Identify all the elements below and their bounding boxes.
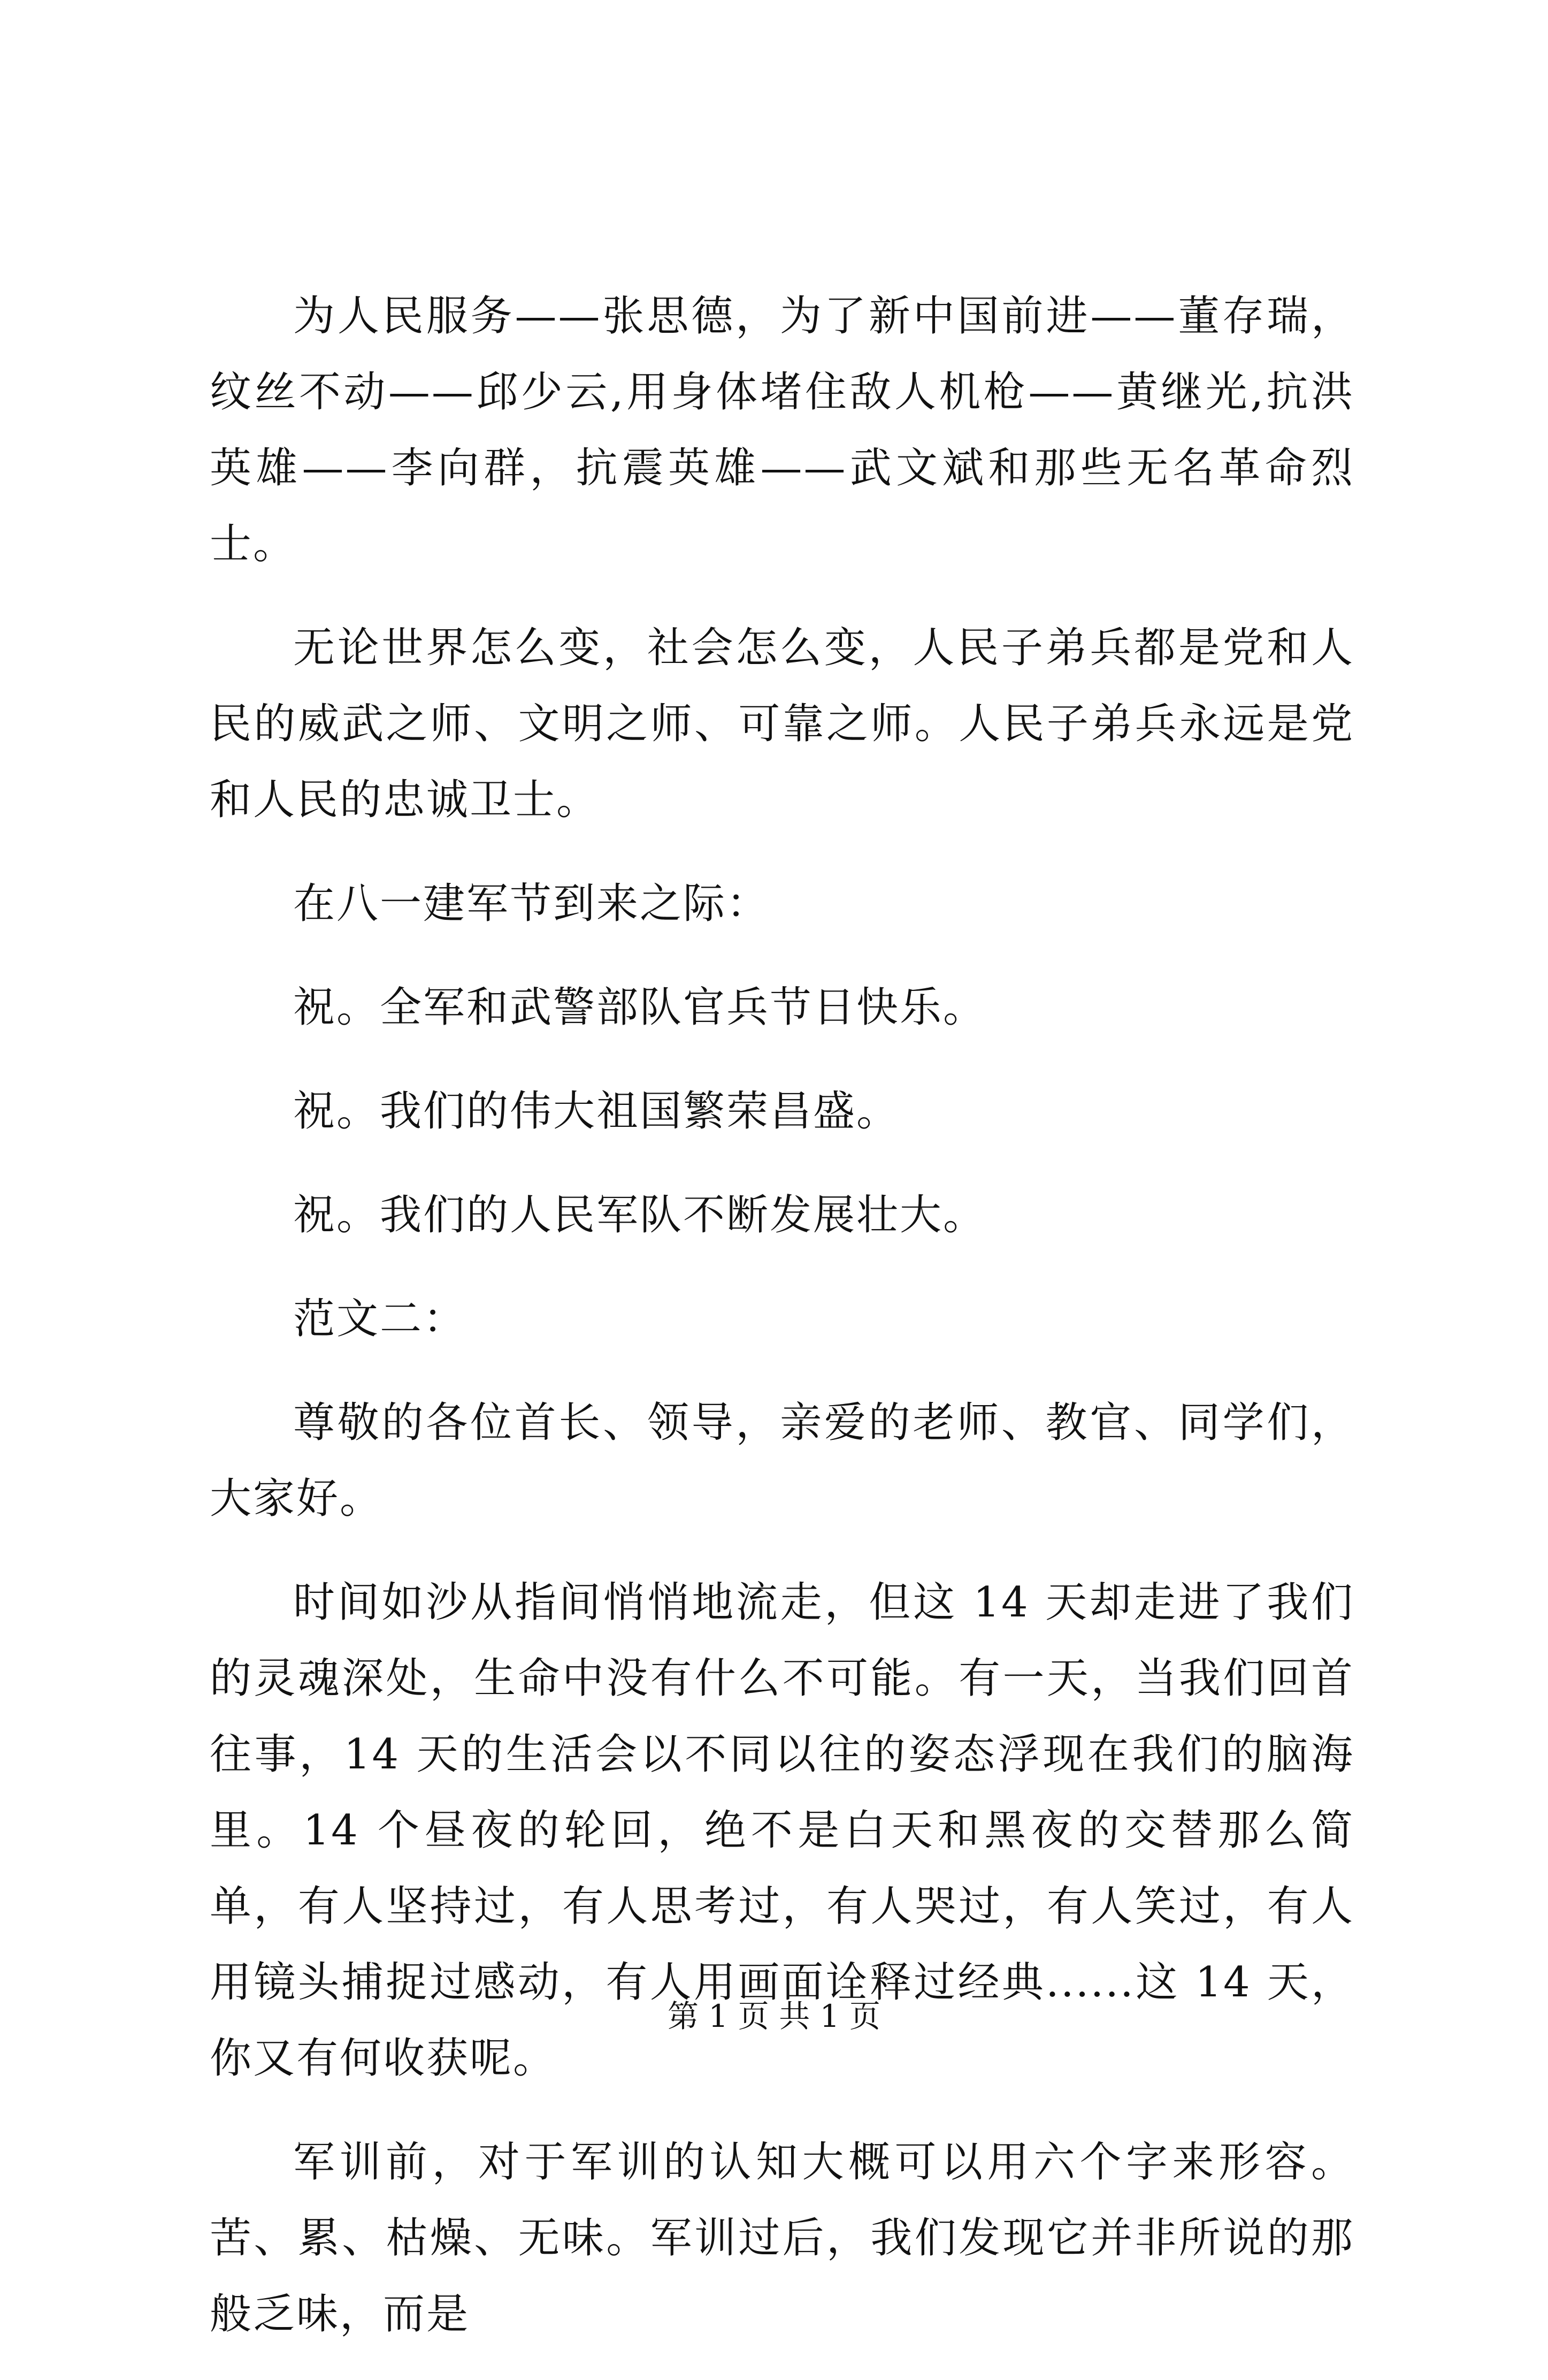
section-heading-sample-two: 范文二： — [293, 1295, 467, 1343]
paragraph-military-training: 军训前，对于军训的认知大概可以用六个字来形容。苦、累、枯燥、无味。军训过后，我们发现它并非所说的那般乏味，而是 — [210, 2138, 1354, 2338]
paragraph-wish-1: 祝。全军和武警部队官兵节日快乐。 — [293, 983, 987, 1032]
paragraph-wish-3: 祝。我们的人民军队不断发展壮大。 — [293, 1191, 987, 1239]
paragraph-fourteen-days: 时间如沙从指间悄悄地流走，但这 14 天却走进了我们的灵魂深处，生命中没有什么不可能。有一天，当我们回首往事，14 天的生活会以不同以往的姿态浮现在我们的脑海里。14 个昼夜的轮回，绝不是白天和黑夜的交替那么简单，有人坚持过，有人思考过，有人哭过，有人笑过，有人用镜头捕捉过感动，有人用画面诠释过经典......这 14 天，你又有何收获呢。 — [210, 1578, 1354, 2082]
paragraph-heroes: 为人民服务——张思德，为了新中国前进——董存瑞，纹丝不动——邱少云,用身体堵住敌人机枪——黄继光,抗洪英雄——李向群，抗震英雄——武文斌和那些无名革命烈士。 — [210, 292, 1354, 568]
paragraph-people-soldiers: 无论世界怎么变，社会怎么变，人民子弟兵都是党和人民的威武之师、文明之师、可靠之师。人民子弟兵永远是党和人民的忠诚卫士。 — [210, 624, 1354, 824]
document-body — [210, 278, 1354, 2380]
paragraph-wish-2: 祝。我们的伟大祖国繁荣昌盛。 — [293, 1087, 900, 1135]
paragraph-greeting: 尊敬的各位首长、领导，亲爱的老师、教官、同学们，大家好。 — [210, 1399, 1354, 1523]
paragraph-army-day: 在八一建军节到来之际： — [293, 880, 770, 928]
page-footer: 第 1 页 共 1 页 — [668, 1998, 880, 2034]
